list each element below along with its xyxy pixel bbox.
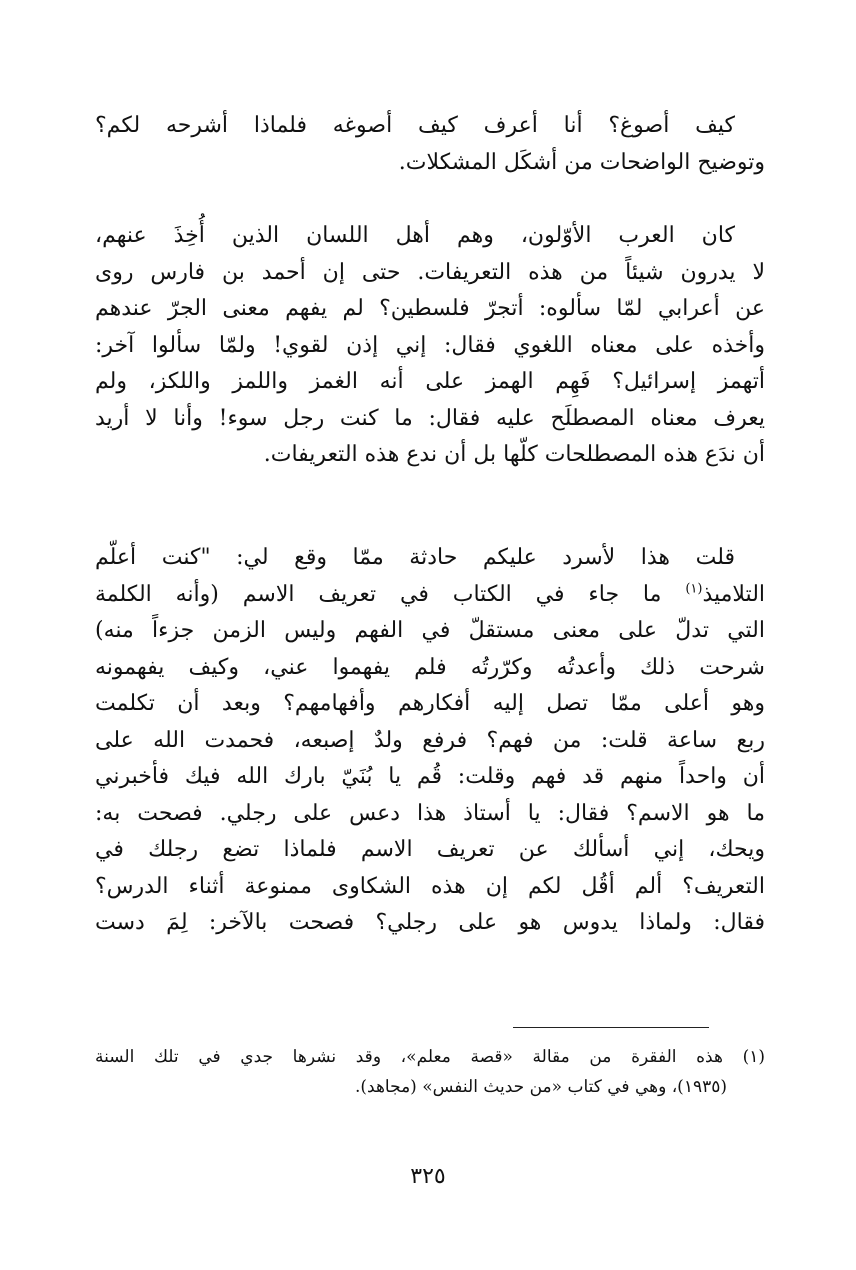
line-end-text: ما جاء في الكتاب في تعريف الاسم (وأنه الكلمة (95, 581, 662, 607)
line-start-text: التلاميذ (702, 581, 766, 607)
paragraph-line: وتوضيح الواضحات من أشكَل المشكلات. (398, 149, 765, 175)
footnote-line: (١) هذه الفقرة من مقالة «قصة معلم»، وقد نشرها جدي في تلك السنة (95, 1047, 765, 1067)
paragraph-line: ويحك، إني أسألك عن تعريف الاسم فلماذا تضع رجلك في (95, 837, 765, 862)
paragraph-line: التعريف؟ ألم أقُل لكم إن هذه الشكاوى ممنوعة أثناء الدرس؟ (95, 873, 765, 899)
paragraph-line: ما هو الاسم؟ فقال: يا أستاذ هذا دعس على رجلي. فصحت به: (95, 800, 765, 826)
paragraph-line: عن أعرابي لمّا سألوه: أتجرّ فلسطين؟ لم يفهم معنى الجرّ عندهم (95, 296, 765, 321)
paragraph-line: ربع ساعة قلت: من فهم؟ فرفع ولدٌ إصبعه، فحمدت الله على (95, 727, 765, 753)
paragraph-line: شرحت ذلك وأعدتُه وكرّرتُه فلم يفهموا عني، وكيف يفهمونه (95, 654, 765, 680)
page-number: ٣٢٥ (410, 1164, 446, 1189)
paragraph-line: وهو أعلى ممّا تصل إليه أفكارهم وأفهامهم؟ وبعد أن تكلمت (95, 691, 765, 716)
paragraph-line: كان العرب الأوّلون، وهم أهل اللسان الذين أُخِذَ عنهم، (95, 223, 735, 248)
footnote-separator (513, 1027, 709, 1028)
paragraph-line: يعرف معناه المصطلَح عليه فقال: ما كنت رجل سوء! وأنا لا أريد (95, 405, 765, 431)
paragraph-line: لا يدرون شيئاً من هذه التعريفات. حتى إن أحمد بن فارس روى (95, 259, 765, 285)
paragraph-line: وأخذه على معناه اللغوي فقال: إني إذن لقوي! ولمّا سألوا آخر: (95, 332, 765, 358)
paragraph-line: فقال: ولماذا يدوس هو على رجلي؟ فصحت بالآخر: لِمَ دست (95, 910, 765, 935)
paragraph-line: أن واحداً منهم قد فهم وقلت: قُم يا بُنَيّ بارك الله فيك فأخبرني (95, 764, 765, 789)
paragraph-1 (95, 108, 765, 181)
paragraph-2 (95, 218, 765, 474)
paragraph-line: قلت هذا لأسرد عليكم حادثة ممّا وقع لي: "كنت أعلّم (95, 545, 735, 570)
footnote-line: (١٩٣٥)، وهي في كتاب «من حديث النفس» (مجاهد). (355, 1077, 727, 1097)
paragraph-line: أتهمز إسرائيل؟ فَهِم الهمز على أنه الغمز واللمز واللكز، ولم (95, 369, 765, 394)
paragraph-line: التي تدلّ على معنى مستقلّ في الفهم وليس الزمن جزءاً منه) (95, 618, 765, 643)
paragraph-line: أن ندَع هذه المصطلحات كلّها بل أن ندع هذه التعريفات. (263, 442, 765, 467)
footnote-marker: (١) (685, 581, 703, 597)
paragraph-line: كيف أصوغ؟ أنا أعرف كيف أصوغه فلماذا أشرحه لكم؟ (95, 113, 735, 138)
footnote (95, 1042, 765, 1102)
paragraph-3 (95, 540, 765, 942)
paragraph-line-with-footnote (95, 577, 765, 614)
